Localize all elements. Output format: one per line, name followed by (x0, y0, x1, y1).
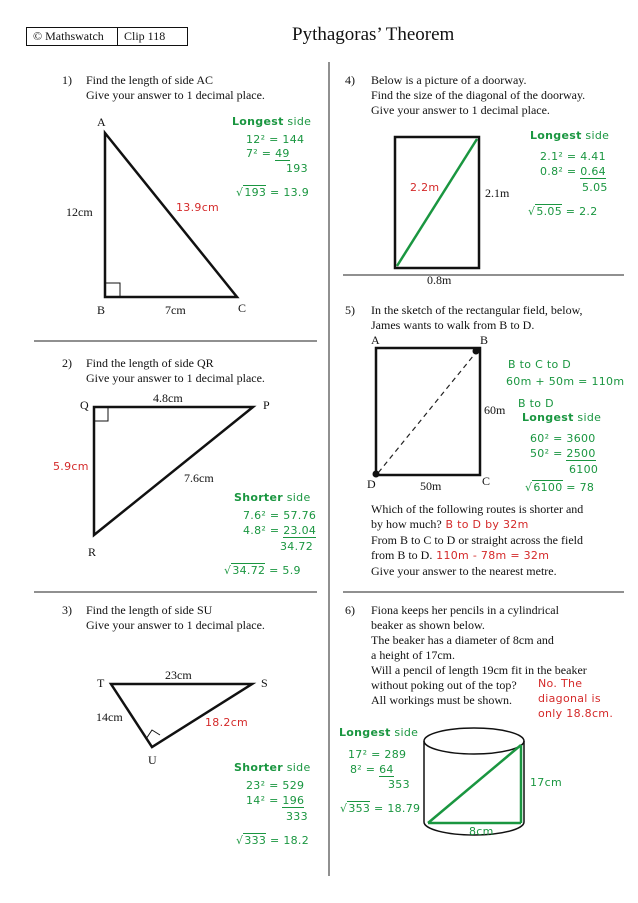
q3-work-root: √333 = 18.2 (236, 834, 310, 847)
q1-right-angle (105, 283, 120, 297)
q2-line2: Give your answer to 1 decimal place. (86, 371, 265, 385)
q1-work-line1: 12² = 144 (246, 133, 305, 146)
q2-number: 2) (62, 356, 72, 370)
q5-label-b: B (480, 333, 489, 347)
q4-work-line3: 5.05 (582, 181, 608, 194)
q4-line3: Give your answer to 1 decimal place. (371, 103, 550, 117)
q6-line6: without poking out of the top? (371, 678, 517, 692)
q5-work-line3: 6100 (569, 463, 599, 476)
q1-number: 1) (62, 73, 72, 87)
q4-work-line1: 2.1² = 4.41 (540, 150, 606, 163)
q2-work-line2: 4.8² = 23.04 (243, 524, 317, 537)
q6-answer-line1: No. The (538, 677, 583, 690)
q5-after1: Which of the following routes is shorter and (371, 502, 584, 516)
q4-line1: Below is a picture of a doorway. (371, 73, 527, 87)
clip-number: Clip 118 (124, 29, 166, 43)
q5-route-bcd: B to C to D (508, 358, 572, 371)
q3-work-line1: 23² = 529 (246, 779, 305, 792)
q5-width: 50m (420, 479, 442, 493)
q2-label-p: P (263, 398, 270, 412)
q2-answer: 5.9cm (53, 460, 89, 473)
q6-line5: Will a pencil of length 19cm fit in the beaker (371, 663, 587, 677)
q5-diagonal (378, 350, 478, 473)
q2-work-line1: 7.6² = 57.76 (243, 509, 317, 522)
q4-longest-side: Longest side (530, 129, 610, 142)
q5-line1: In the sketch of the rectangular field, below, (371, 303, 583, 317)
q6-line4: a height of 17cm. (371, 648, 455, 662)
q1-side-bc: 7cm (165, 303, 186, 317)
copyright: © Mathswatch (27, 28, 118, 45)
q5-label-a: A (371, 333, 380, 347)
q6-line3: The beaker has a diameter of 8cm and (371, 633, 554, 647)
q3-work-line3: 333 (286, 810, 308, 823)
q5-work-line1: 60² = 3600 (530, 432, 596, 445)
q6-height: 17cm (530, 776, 562, 789)
q6-work-line3: 353 (388, 778, 410, 791)
q6-cylinder-top (424, 728, 524, 754)
q6-line7: All workings must be shown. (371, 693, 512, 707)
q4-number: 4) (345, 73, 355, 87)
q3-number: 3) (62, 603, 72, 617)
q5-work-line2: 50² = 2500 (530, 447, 596, 460)
q5-line2: James wants to walk from B to D. (371, 318, 535, 332)
q1-work-line2: 7² = 49 (246, 147, 290, 160)
q6-diagonal (428, 745, 521, 823)
q3-label-s: S (261, 676, 268, 690)
q1-longest-side: Longest side (232, 115, 312, 128)
q6-work-line2: 8² = 64 (350, 763, 394, 776)
q2-work-line3: 34.72 (280, 540, 313, 553)
q5-height: 60m (484, 403, 506, 417)
q1-work-root: √193 = 13.9 (236, 186, 310, 199)
q6-diameter: 8cm (469, 825, 494, 838)
q4-width: 0.8m (427, 273, 452, 287)
q6-number: 6) (345, 603, 355, 617)
q5-after3: From B to C to D or straight across the field (371, 533, 583, 547)
q4-line2: Find the size of the diagonal of the doorway. (371, 88, 586, 102)
q2-triangle (94, 407, 253, 535)
page-title: Pythagoras’ Theorem (292, 24, 455, 45)
q3-side-tu: 14cm (96, 710, 123, 724)
q5-work-root: √6100 = 78 (525, 481, 595, 494)
q3-side-ts: 23cm (165, 668, 192, 682)
q2-label-r: R (88, 545, 97, 559)
q4-diagonal (397, 139, 477, 266)
q5-route-bd: B to D (518, 397, 554, 410)
q2-right-angle (94, 407, 108, 421)
q2-line1: Find the length of side QR (86, 356, 214, 370)
q1-side-ab: 12cm (66, 205, 93, 219)
q3-label-t: T (97, 676, 105, 690)
q5-after2: by how much? B to D by 32m (371, 517, 529, 531)
q1-triangle (105, 133, 237, 297)
q3-line1: Find the length of side SU (86, 603, 213, 617)
q5-longest-side: Longest side (522, 411, 602, 424)
q2-side-rp: 7.6cm (184, 471, 214, 485)
q6-answer-line3: only 18.8cm. (538, 707, 614, 720)
q1-answer: 13.9cm (176, 201, 220, 214)
q4-height: 2.1m (485, 186, 510, 200)
q5-label-c: C (482, 474, 491, 488)
q3-right-angle (146, 730, 160, 739)
q6-work-line1: 17² = 289 (348, 748, 407, 761)
q3-answer: 18.2cm (205, 716, 249, 729)
q3-work-line2: 14² = 196 (246, 794, 305, 807)
q5-after5: Give your answer to the nearest metre. (371, 564, 557, 578)
q2-side-qp: 4.8cm (153, 391, 183, 405)
q6-line2: beaker as shown below. (371, 618, 485, 632)
q1-line1: Find the length of side AC (86, 73, 213, 87)
q1-label-c: C (238, 301, 247, 315)
q3-line2: Give your answer to 1 decimal place. (86, 618, 265, 632)
q1-label-a: A (97, 115, 106, 129)
q3-shorter-side: Shorter side (234, 761, 311, 774)
q6-answer-line2: diagonal is (538, 692, 601, 705)
q6-line1: Fiona keeps her pencils in a cylindrical (371, 603, 559, 617)
q4-answer: 2.2m (410, 181, 440, 194)
q5-after4: from B to D. 110m - 78m = 32m (371, 548, 550, 562)
q6-longest-side: Longest side (339, 726, 419, 739)
q4-work-root: √5.05 = 2.2 (528, 205, 598, 218)
q1-line2: Give your answer to 1 decimal place. (86, 88, 265, 102)
q1-work-line3: 193 (286, 162, 308, 175)
q6-work-root: √353 = 18.79 (340, 802, 421, 815)
q1-label-b: B (97, 303, 106, 317)
q5-label-d: D (367, 477, 376, 491)
q5-point-b (473, 348, 480, 355)
q2-work-root: √34.72 = 5.9 (224, 564, 301, 577)
q3-label-u: U (148, 753, 157, 767)
q4-work-line2: 0.8² = 0.64 (540, 165, 606, 178)
q2-shorter-side: Shorter side (234, 491, 311, 504)
q5-route-bcd-sum: 60m + 50m = 110m (506, 375, 625, 388)
q5-number: 5) (345, 303, 355, 317)
q2-label-q: Q (80, 398, 89, 412)
